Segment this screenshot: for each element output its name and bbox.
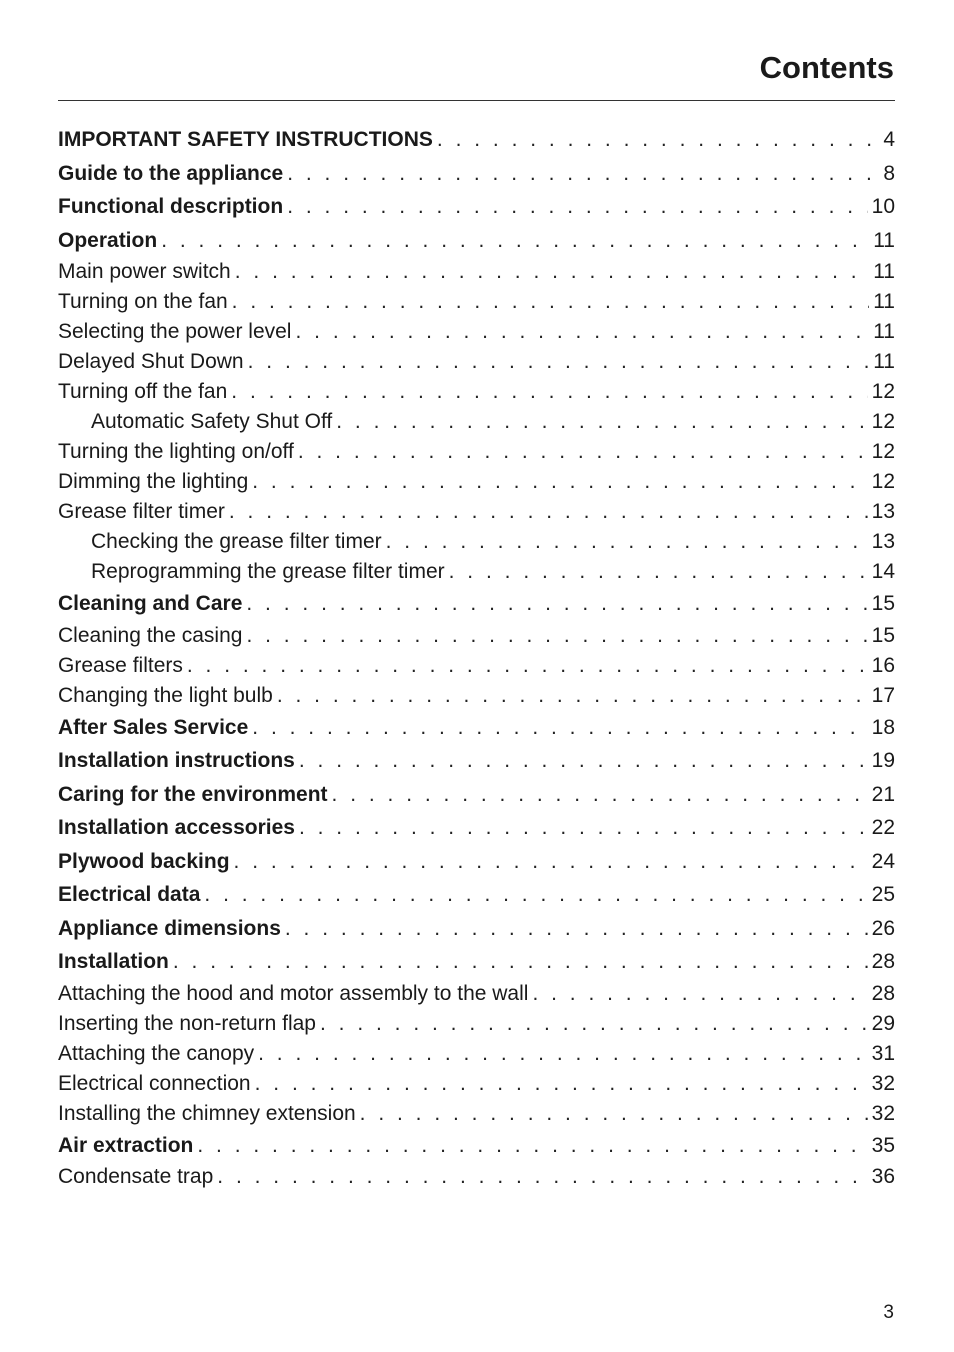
toc-entry-page: 28 [871, 950, 895, 973]
toc-entry-label: Delayed Shut Down [58, 350, 244, 373]
toc-entry-page: 18 [871, 715, 895, 739]
toc-entry-label: Dimming the lighting [58, 470, 249, 493]
toc-entry-label: Condensate trap [58, 1165, 214, 1188]
toc-entry[interactable] [58, 123, 895, 157]
toc-entry-page: 13 [871, 530, 895, 553]
toc-entry-page: 12 [871, 410, 895, 433]
dot-leader [287, 190, 867, 224]
dot-leader [360, 1099, 868, 1129]
toc-entry[interactable] [58, 778, 895, 812]
toc-entry-page: 24 [871, 849, 895, 873]
toc-entry-label: Functional description [58, 195, 284, 218]
toc-entry-page: 19 [871, 749, 895, 772]
toc-entry-label: Guide to the appliance [58, 161, 284, 185]
dot-leader [299, 744, 868, 778]
toc-entry[interactable] [58, 557, 895, 587]
toc-entry[interactable] [58, 711, 895, 745]
toc-entry-page: 32 [871, 1071, 895, 1095]
toc-entry-label: Attaching the canopy [58, 1041, 255, 1065]
dot-leader [298, 437, 868, 467]
toc-entry-label: Cleaning and Care [58, 592, 243, 615]
dot-leader [232, 287, 870, 317]
dot-leader [252, 467, 867, 497]
toc-entry-label: Turning on the fan [58, 290, 228, 313]
toc-entry-label: Changing the light bulb [58, 683, 273, 707]
toc-entry[interactable] [58, 1039, 895, 1069]
toc-entry-page: 8 [883, 161, 895, 185]
toc-entry-label: Appliance dimensions [58, 916, 281, 940]
toc-entry-label: Cleaning the casing [58, 623, 243, 647]
toc-entry-label: Reprogramming the grease filter timer [91, 560, 445, 583]
toc-entry-page: 11 [873, 290, 895, 313]
dot-leader [277, 681, 868, 711]
toc-entry-label: Main power switch [58, 260, 231, 283]
dot-leader [217, 1162, 867, 1192]
dot-leader [197, 1129, 867, 1163]
toc-entry[interactable] [58, 878, 895, 912]
toc-entry-page: 28 [871, 981, 895, 1005]
toc-entry[interactable] [58, 437, 895, 467]
toc-entry-page: 29 [871, 1011, 895, 1035]
page-number: 3 [883, 1302, 894, 1323]
toc-entry-label: Selecting the power level [58, 320, 292, 343]
toc-entry[interactable] [58, 1009, 895, 1039]
dot-leader [246, 587, 867, 621]
toc-entry-page: 22 [871, 816, 895, 839]
toc-entry-label: Automatic Safety Shut Off [91, 410, 333, 433]
toc-entry-page: 12 [871, 470, 895, 493]
toc-entry-page: 26 [871, 916, 895, 940]
toc-entry[interactable] [58, 1162, 895, 1192]
toc-entry[interactable] [58, 527, 895, 557]
toc-entry[interactable] [58, 587, 895, 621]
dot-leader [255, 1069, 868, 1099]
toc-entry[interactable] [58, 1069, 895, 1099]
toc-entry-page: 17 [871, 683, 895, 707]
toc-entry-page: 11 [873, 320, 895, 343]
toc-entry-page: 13 [871, 500, 895, 523]
dot-leader [252, 711, 867, 745]
toc-entry-page: 21 [871, 782, 895, 806]
toc-entry-label: Turning the lighting on/off [58, 440, 294, 463]
toc-entry-label: After Sales Service [58, 715, 249, 739]
toc-entry[interactable] [58, 651, 895, 681]
toc-entry[interactable] [58, 1099, 895, 1129]
toc-entry-label: Air extraction [58, 1133, 194, 1157]
toc-entry-label: Grease filter timer [58, 500, 225, 523]
toc-entry-label: Checking the grease filter timer [91, 530, 382, 553]
toc-entry-label: Installation instructions [58, 749, 295, 772]
toc-entry-page: 11 [873, 260, 895, 283]
dot-leader [258, 1039, 868, 1069]
toc-entry-page: 15 [871, 592, 895, 615]
toc-entry-page: 31 [871, 1041, 895, 1065]
toc-entry[interactable] [58, 681, 895, 711]
toc-entry[interactable] [58, 157, 895, 191]
toc-entry[interactable] [58, 257, 895, 287]
toc-entry-label: Grease filters [58, 653, 183, 677]
toc-entry-label: Installing the chimney extension [58, 1101, 356, 1125]
toc-entry[interactable] [58, 190, 895, 224]
toc-entry-label: Attaching the hood and motor assembly to the wall [58, 981, 529, 1005]
toc-entry[interactable] [58, 811, 895, 845]
toc-entry-label: Electrical connection [58, 1071, 251, 1095]
toc-entry-label: Installation [58, 950, 169, 973]
toc-entry-label: Operation [58, 228, 158, 252]
toc-entry[interactable] [58, 467, 895, 497]
dot-leader [229, 497, 868, 527]
toc-entry-page: 25 [871, 883, 895, 906]
toc-entry-label: Inserting the non-return flap [58, 1011, 316, 1035]
toc-entry-page: 11 [873, 228, 895, 252]
dot-leader [235, 257, 869, 287]
toc-entry[interactable] [58, 377, 895, 407]
dot-leader [287, 157, 879, 191]
header-divider [58, 100, 895, 101]
dot-leader [532, 979, 867, 1009]
toc-entry-page: 14 [871, 560, 895, 583]
toc-entry[interactable] [58, 287, 895, 317]
toc-entry[interactable] [58, 347, 895, 377]
dot-leader [449, 557, 868, 587]
toc-entry[interactable] [58, 497, 895, 527]
dot-leader [320, 1009, 868, 1039]
toc-entry-label: Electrical data [58, 883, 201, 906]
toc-entry-page: 4 [883, 128, 895, 151]
toc-entry[interactable] [58, 1129, 895, 1163]
toc-entry-label: Installation accessories [58, 816, 295, 839]
dot-leader [187, 651, 868, 681]
toc-entry-page: 12 [871, 380, 895, 403]
toc-entry-page: 15 [871, 623, 895, 647]
dot-leader [295, 317, 869, 347]
table-of-contents [58, 123, 895, 1192]
toc-entry[interactable] [58, 621, 895, 651]
toc-entry[interactable] [58, 744, 895, 778]
dot-leader [204, 878, 867, 912]
toc-entry-page: 35 [871, 1133, 895, 1157]
toc-entry-page: 16 [871, 653, 895, 677]
toc-entry-label: IMPORTANT SAFETY INSTRUCTIONS [58, 128, 433, 151]
dot-leader [231, 377, 867, 407]
toc-entry[interactable] [58, 845, 895, 879]
dot-leader [161, 224, 869, 258]
dot-leader [299, 811, 868, 845]
toc-entry-page: 12 [871, 440, 895, 463]
dot-leader [285, 912, 868, 946]
toc-entry-label: Caring for the environment [58, 782, 328, 806]
toc-entry[interactable] [58, 912, 895, 946]
toc-entry-label: Turning off the fan [58, 380, 228, 403]
toc-entry[interactable] [58, 407, 895, 437]
dot-leader [248, 347, 870, 377]
dot-leader [246, 621, 867, 651]
toc-entry[interactable] [58, 979, 895, 1009]
toc-entry-page: 11 [873, 350, 895, 373]
dot-leader [437, 123, 879, 157]
toc-entry-page: 10 [871, 195, 895, 218]
toc-entry-page: 32 [871, 1101, 895, 1125]
toc-entry[interactable] [58, 224, 895, 258]
toc-entry[interactable] [58, 317, 895, 347]
dot-leader [336, 407, 867, 437]
toc-entry[interactable] [58, 945, 895, 979]
dot-leader [332, 778, 868, 812]
toc-entry-label: Plywood backing [58, 849, 230, 873]
dot-leader [386, 527, 868, 557]
page-title: Contents [759, 50, 894, 85]
toc-entry-page: 36 [871, 1165, 895, 1188]
dot-leader [234, 845, 868, 879]
dot-leader [173, 945, 868, 979]
